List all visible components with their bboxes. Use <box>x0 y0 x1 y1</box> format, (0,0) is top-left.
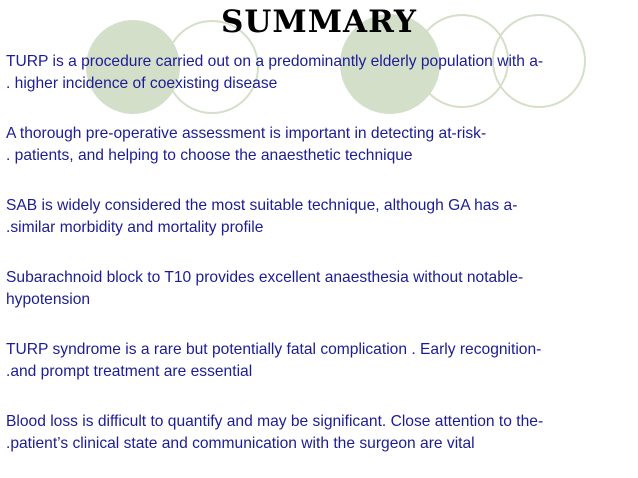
summary-item-turp-syndrome <box>6 339 632 383</box>
summary-item-line: hypotension <box>6 291 91 308</box>
summary-item-preop-assessment <box>6 123 632 167</box>
summary-item-sab-technique <box>6 195 632 239</box>
summary-item-blood-loss <box>6 411 632 455</box>
summary-item-line: TURP syndrome is a rare but potentially fatal complication . Early recognition- <box>6 341 542 358</box>
summary-item-line: A thorough pre-operative assessment is important in detecting at-risk- <box>6 125 487 142</box>
summary-item-line: SAB is widely considered the most suitable technique, although GA has a- <box>6 197 518 214</box>
summary-item-line: Subarachnoid block to T10 provides excellent anaesthesia without notable- <box>6 269 524 286</box>
summary-item-subarachnoid-block <box>6 267 632 311</box>
summary-item-line: Blood loss is difficult to quantify and may be significant. Close attention to the- <box>6 413 544 430</box>
summary-item-line: .patient’s clinical state and communication with the surgeon are vital <box>6 435 475 452</box>
summary-item-line: .and prompt treatment are essential <box>6 363 253 380</box>
summary-item-line: TURP is a procedure carried out on a predominantly elderly population with a- <box>6 53 544 70</box>
slide-title: SUMMARY <box>220 4 418 40</box>
summary-item-line: . patients, and helping to choose the anaesthetic technique <box>6 147 413 164</box>
summary-item-line: .similar morbidity and mortality profile <box>6 219 264 236</box>
summary-item-turp-population <box>6 51 632 95</box>
summary-item-line: . higher incidence of coexisting disease <box>6 75 278 92</box>
summary-list <box>6 51 632 478</box>
